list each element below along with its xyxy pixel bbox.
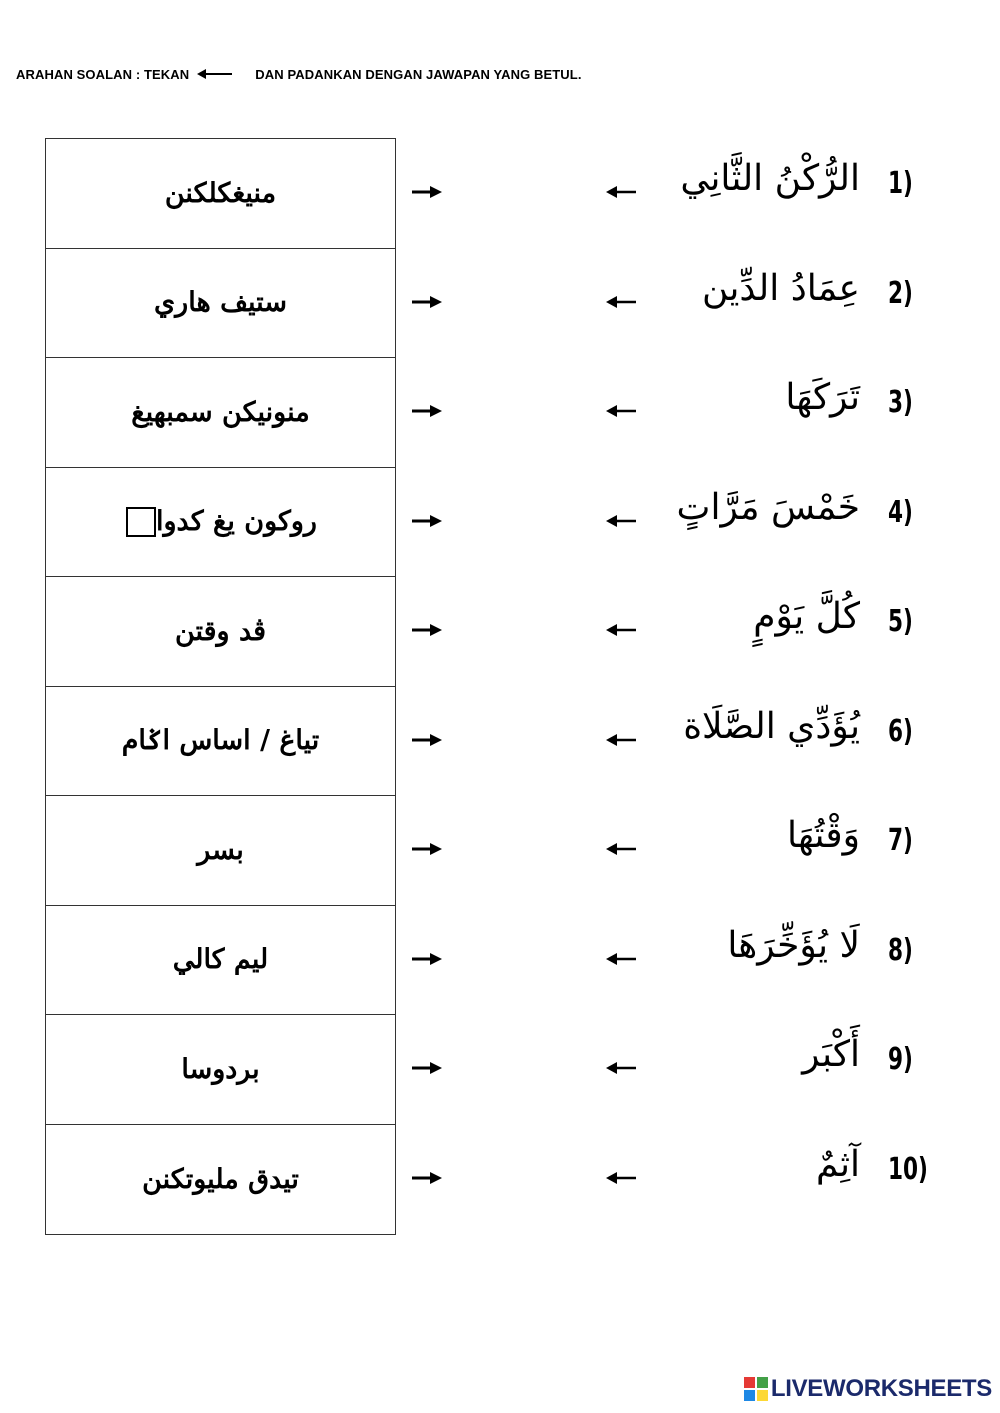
answer-cell-5[interactable]	[46, 577, 395, 687]
question-number: 9)	[888, 1042, 913, 1077]
question-text: وَقْتُهَا	[786, 815, 860, 856]
answer-text: ليم كالي	[172, 944, 269, 976]
answer-cell-1[interactable]	[46, 139, 395, 249]
question-number: 3)	[888, 385, 913, 420]
answer-cell-8[interactable]	[46, 906, 395, 1016]
liveworksheets-logo	[744, 1375, 992, 1403]
answer-cell-10[interactable]	[46, 1125, 395, 1235]
question-text: لَا يُؤَخِّرَهَا	[727, 924, 860, 966]
left-arrow-icon	[197, 68, 233, 80]
answer-cell-3[interactable]	[46, 358, 395, 468]
answer-cell-4[interactable]	[46, 468, 395, 578]
left-arrow-icon[interactable]	[606, 184, 636, 200]
question-number: 8)	[888, 932, 913, 968]
question-number: 2)	[888, 275, 913, 311]
question-text: عِمَادُ الدِّين	[701, 267, 860, 309]
right-arrow-icon[interactable]	[412, 732, 442, 748]
right-arrow-icon[interactable]	[412, 513, 442, 529]
brand-text: LIVEWORKSHEETS	[770, 1375, 992, 1402]
answer-text: منونيكن سمبهيغ	[131, 396, 310, 428]
right-arrow-icon[interactable]	[412, 403, 442, 419]
answer-text: منيغكلكنن	[164, 177, 277, 209]
answer-text: ڤد وقتن	[174, 615, 267, 647]
left-arrow-icon[interactable]	[606, 1060, 636, 1076]
question-text: أَكْبَر	[802, 1034, 860, 1075]
liveworksheets-logo-icon	[744, 1377, 768, 1401]
answer-cell-2[interactable]	[46, 249, 395, 359]
question-number: 6)	[888, 713, 913, 749]
question-number: 4)	[888, 494, 913, 530]
left-arrow-icon[interactable]	[606, 951, 636, 967]
answer-text: بسر	[197, 834, 244, 866]
question-row-2	[400, 248, 960, 358]
question-row-6	[400, 686, 960, 796]
left-arrow-icon[interactable]	[606, 1170, 636, 1186]
answer-text: ستيف هاري	[154, 287, 287, 319]
question-text: خَمْسَ مَرَّاتٍ	[676, 486, 860, 528]
left-arrow-icon[interactable]	[606, 841, 636, 857]
answer-cell-6[interactable]	[46, 687, 395, 797]
question-number: 10)	[888, 1151, 928, 1187]
question-rows	[400, 138, 960, 1233]
question-row-8	[400, 905, 960, 1015]
question-row-9	[400, 1014, 960, 1124]
question-number: 1)	[888, 166, 913, 201]
question-text: يُؤَدِّي الصَّلَاة	[683, 705, 860, 747]
right-arrow-icon[interactable]	[412, 184, 442, 200]
right-arrow-icon[interactable]	[412, 951, 442, 967]
left-arrow-icon[interactable]	[606, 294, 636, 310]
instruction-text-start: ARAHAN SOALAN : TEKAN	[16, 66, 190, 82]
question-text: تَرَكَهَا	[785, 377, 860, 418]
question-row-10	[400, 1124, 960, 1234]
right-arrow-icon[interactable]	[412, 294, 442, 310]
question-number: 7)	[888, 823, 913, 858]
question-row-5	[400, 576, 960, 686]
answer-text: روكون يغ كدوا	[156, 506, 317, 538]
question-row-1	[400, 138, 960, 248]
instruction-text-end: DAN PADANKAN DENGAN JAWAPAN YANG BETUL.	[255, 66, 582, 82]
question-row-7	[400, 795, 960, 905]
instruction-line	[16, 64, 582, 84]
question-text: كُلَّ يَوْمٍ	[753, 596, 860, 637]
right-arrow-icon[interactable]	[412, 1060, 442, 1076]
answer-text: بردوسا	[181, 1053, 260, 1085]
question-number: 5)	[888, 604, 913, 639]
answer-table	[45, 138, 396, 1235]
answer-cell-7[interactable]	[46, 796, 395, 906]
left-arrow-icon[interactable]	[606, 403, 636, 419]
right-arrow-icon[interactable]	[412, 622, 442, 638]
left-arrow-icon[interactable]	[606, 732, 636, 748]
answer-text: تيدق مليوتكنن	[142, 1163, 299, 1195]
question-row-4	[400, 467, 960, 577]
left-arrow-icon[interactable]	[606, 513, 636, 529]
question-text: آثِمٌ	[816, 1143, 860, 1185]
question-row-3	[400, 357, 960, 467]
right-arrow-icon[interactable]	[412, 841, 442, 857]
answer-text: تياغ / اساس اݢام	[121, 725, 320, 757]
left-arrow-icon[interactable]	[606, 622, 636, 638]
right-arrow-icon[interactable]	[412, 1170, 442, 1186]
question-text: الرُّكْنُ الثَّانِي	[680, 158, 860, 199]
answer-cell-9[interactable]	[46, 1015, 395, 1125]
checkbox-icon	[126, 507, 156, 537]
